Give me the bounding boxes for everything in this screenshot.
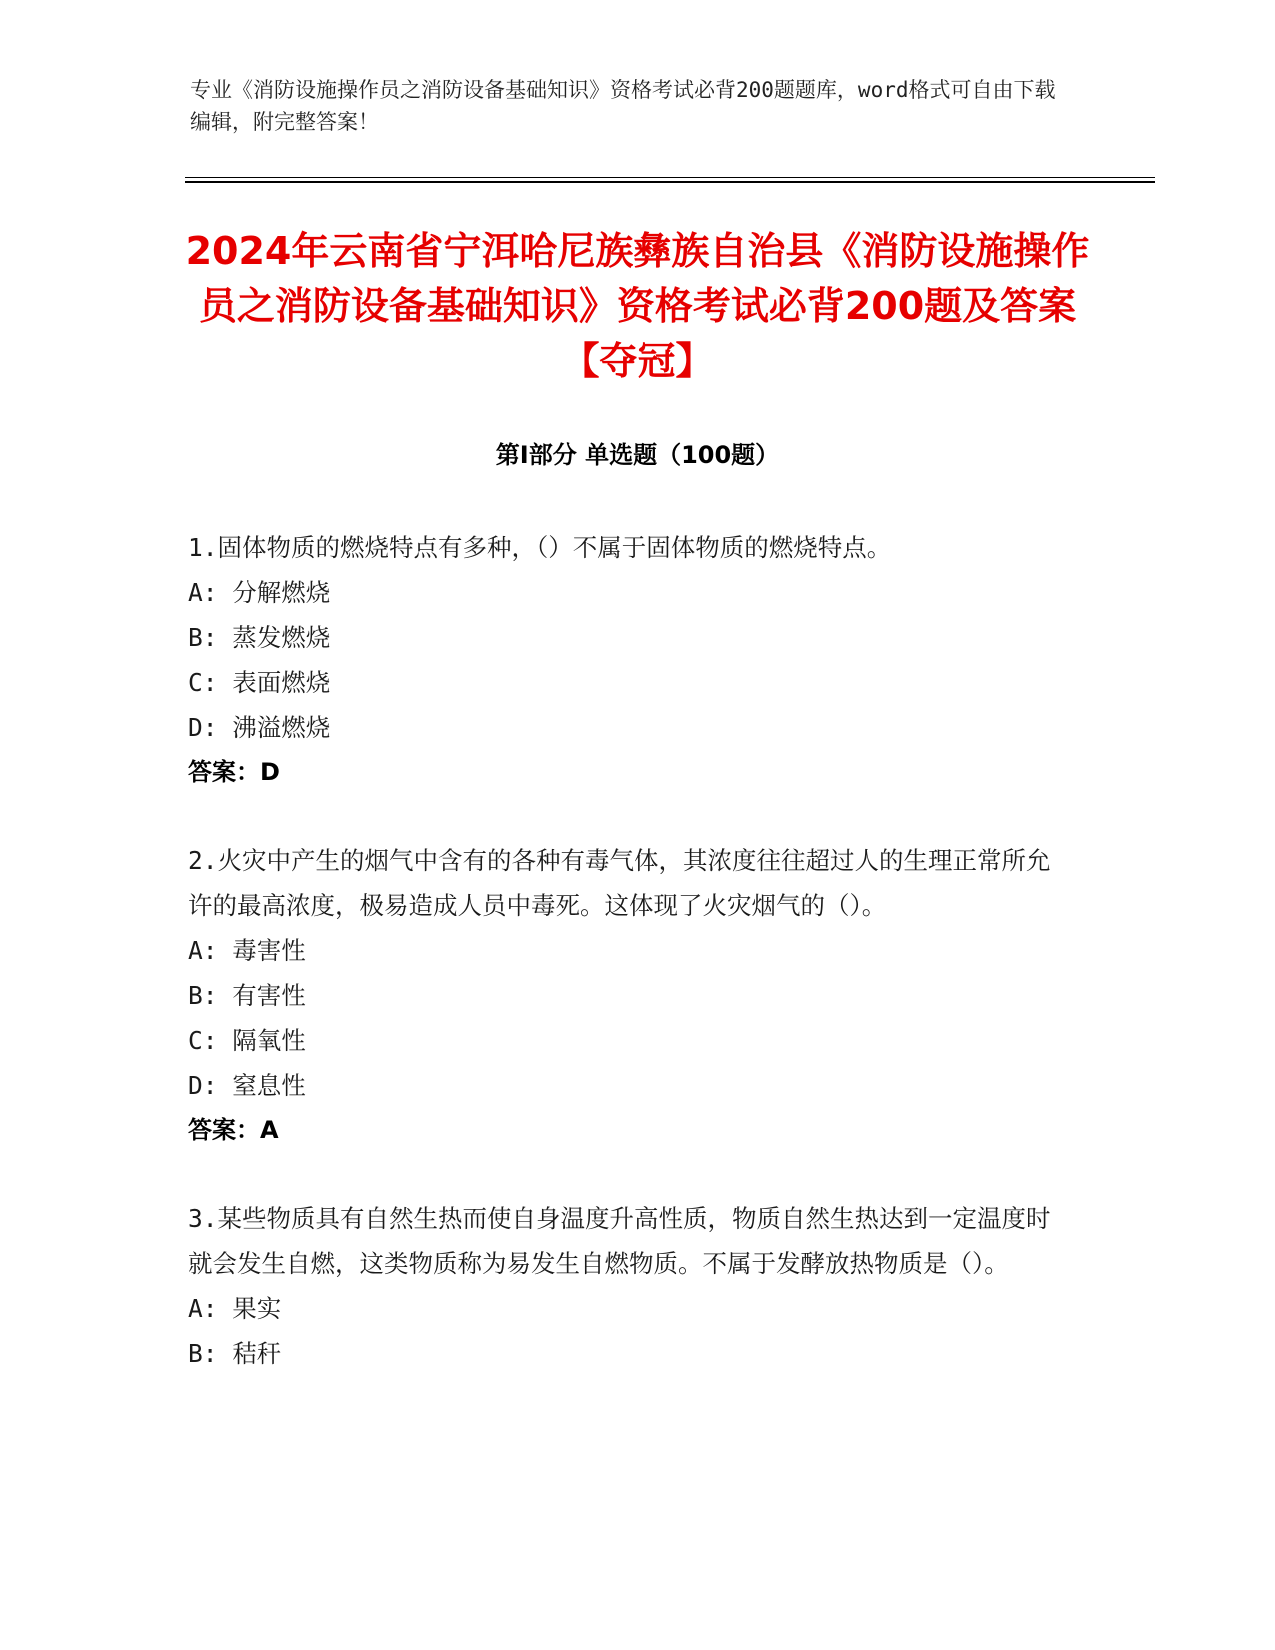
answer: 答案：D [188, 758, 280, 786]
option-b: B: 有害性 [188, 981, 306, 1010]
option-a: A: 毒害性 [188, 936, 306, 965]
option-c: C: 隔氧性 [188, 1026, 306, 1055]
question-stem: 3.某些物质具有自然生热而使自身温度升高性质，物质自然生热达到一定温度时就会发生自燃，这类物质称为易发生自燃物质。不属于发酵放热物质是（）。 [188, 1204, 1051, 1278]
header-divider-thin [185, 177, 1155, 178]
option-d: D: 沸溢燃烧 [188, 713, 331, 742]
question-list [188, 525, 1068, 1419]
question-3 [188, 1196, 1068, 1376]
question-2 [188, 838, 1068, 1153]
header-divider-thick [185, 181, 1155, 183]
option-d: D: 窒息性 [188, 1071, 306, 1100]
document-title: 2024年云南省宁洱哈尼族彝族自治县《消防设施操作员之消防设备基础知识》资格考试必背200题及答案【夺冠】 [185, 229, 1090, 383]
question-stem: 1.固体物质的燃烧特点有多种，（）不属于固体物质的燃烧特点。 [188, 533, 892, 562]
question-stem: 2.火灾中产生的烟气中含有的各种有毒气体，其浓度往往超过人的生理正常所允许的最高浓度，极易造成人员中毒死。这体现了火灾烟气的（）。 [188, 846, 1051, 920]
option-a: A: 果实 [188, 1294, 282, 1323]
question-1 [188, 525, 1068, 795]
option-c: C: 表面燃烧 [188, 668, 331, 697]
header-note: 专业《消防设施操作员之消防设备基础知识》资格考试必背200题题库，word格式可自由下载编辑，附完整答案！ [190, 78, 1056, 134]
option-a: A: 分解燃烧 [188, 578, 331, 607]
option-b: B: 秸秆 [188, 1339, 282, 1368]
option-b: B: 蒸发燃烧 [188, 623, 331, 652]
answer: 答案：A [188, 1116, 279, 1144]
section-heading: 第Ⅰ部分 单选题（100题） [495, 441, 780, 469]
